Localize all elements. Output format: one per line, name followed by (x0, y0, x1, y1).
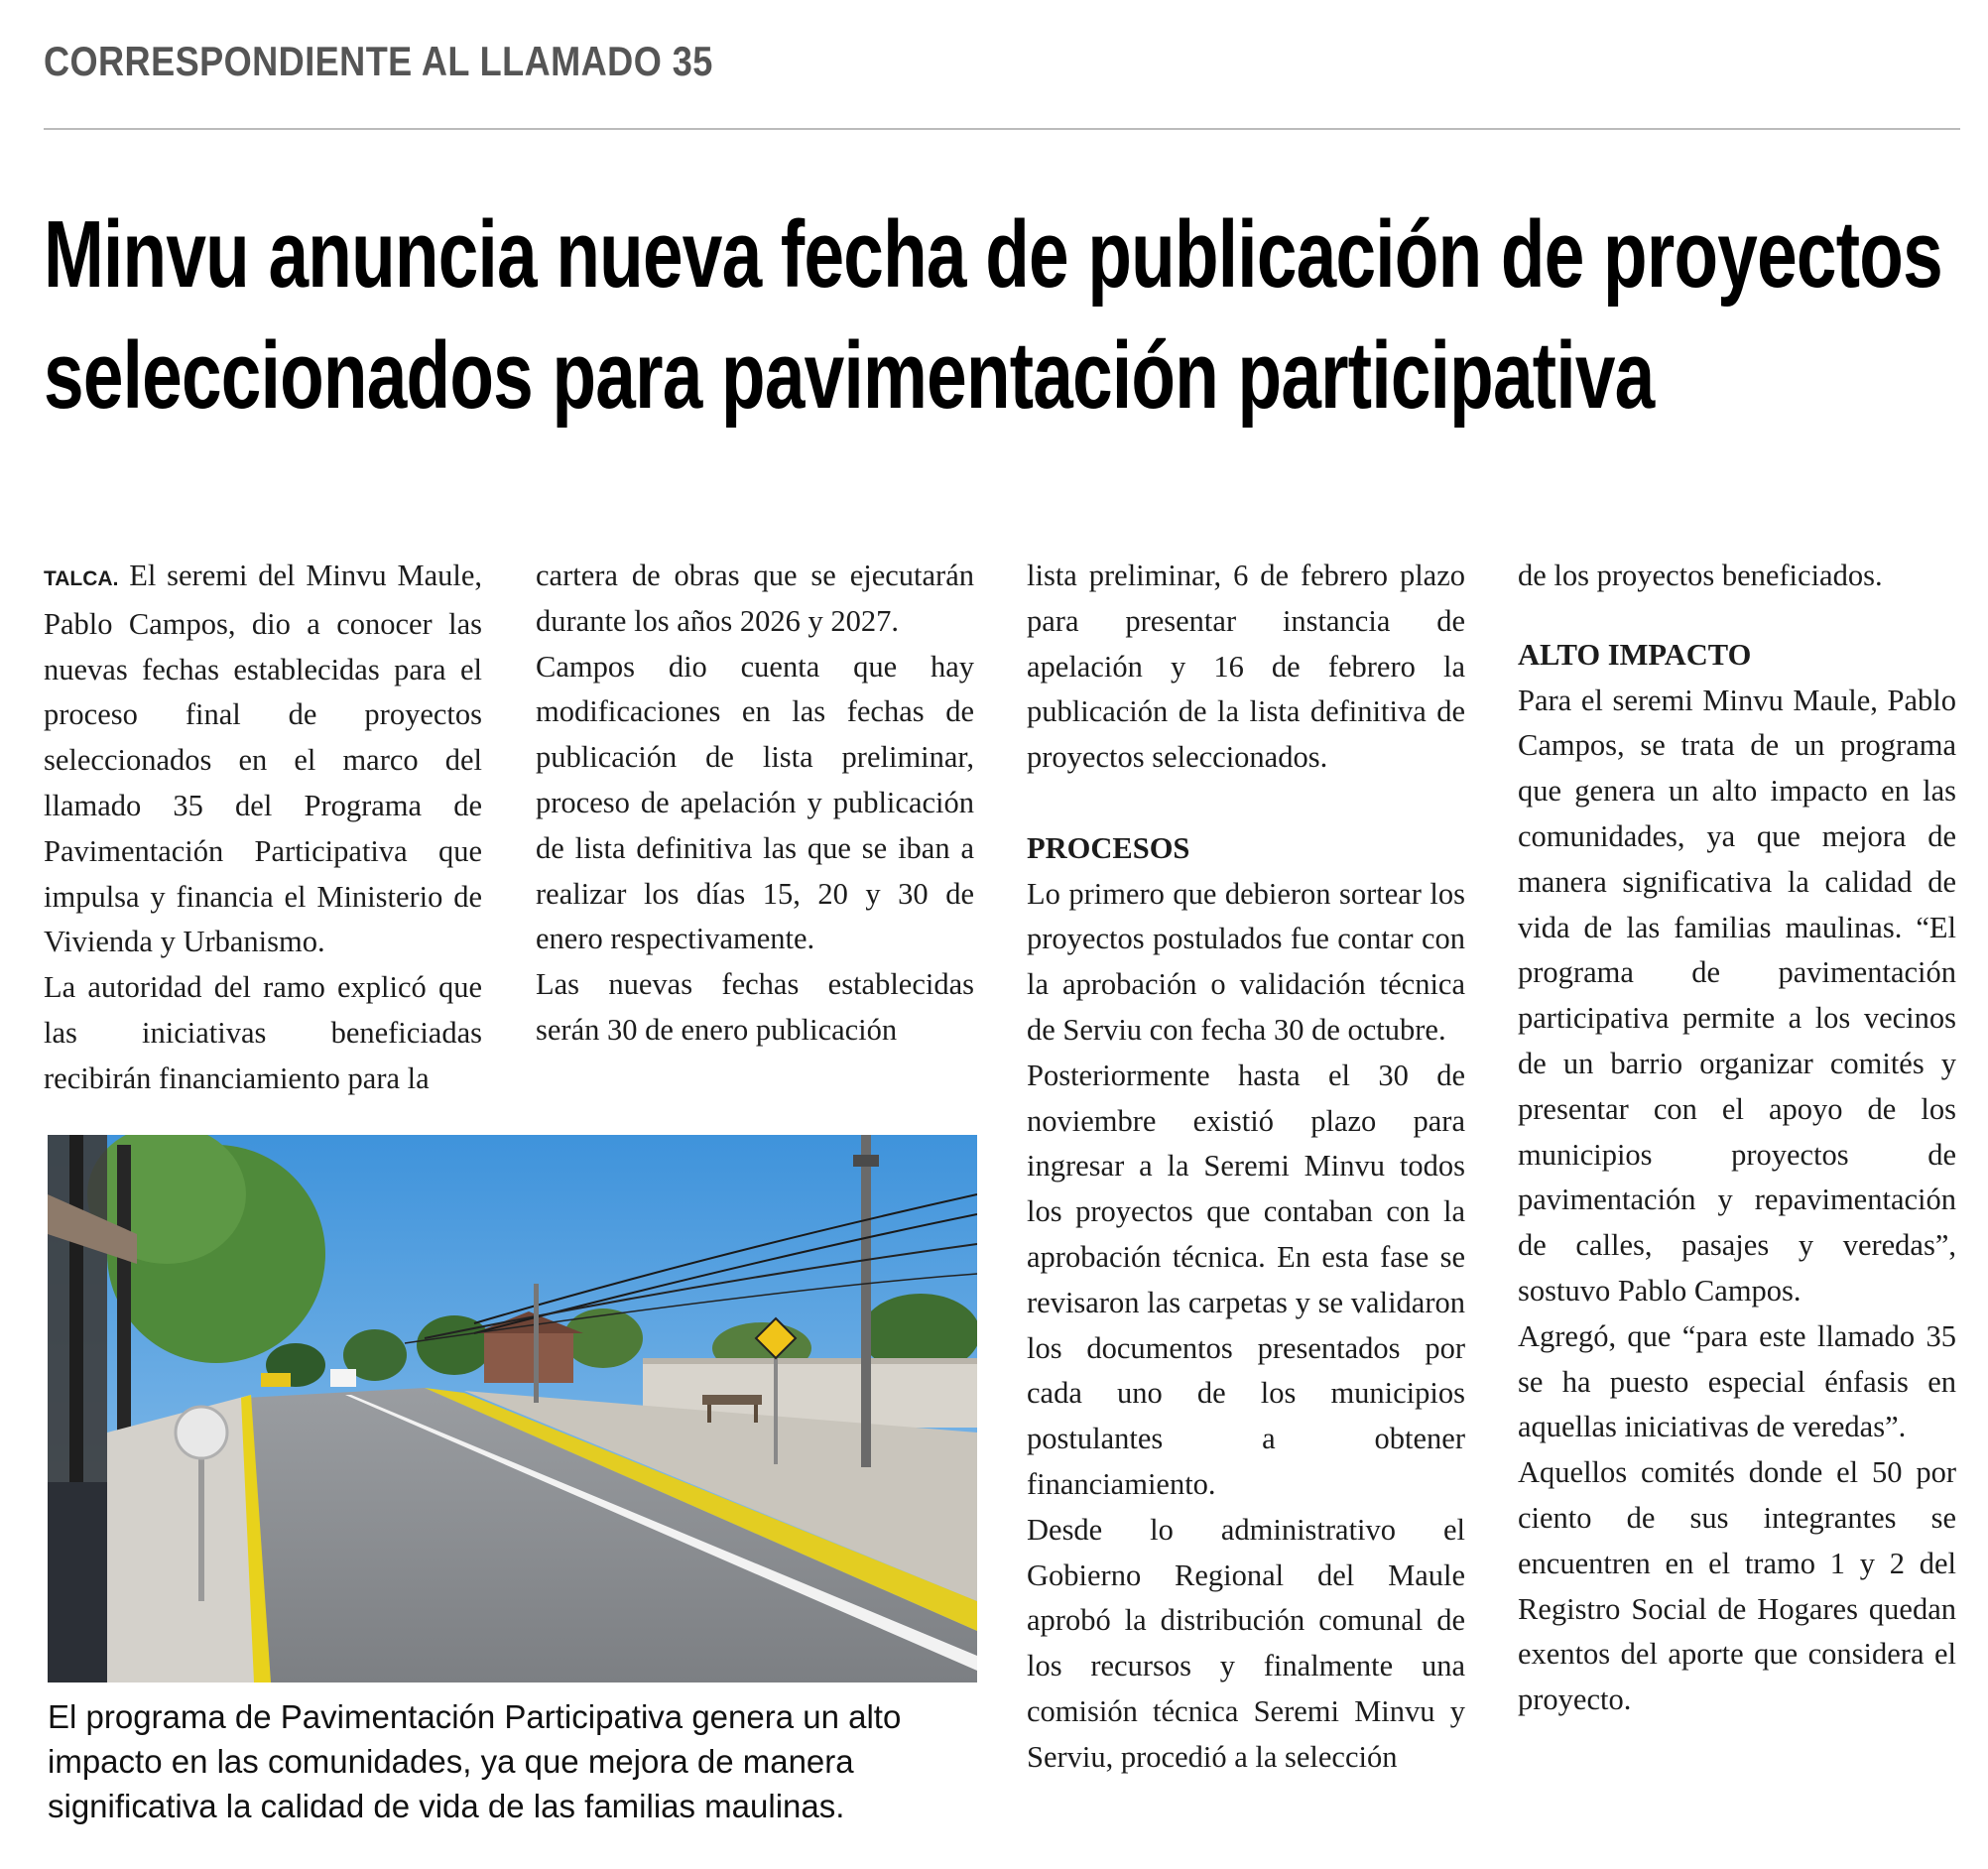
paragraph: Campos dio cuenta que hay modificaciones en las fechas de publicación de lista preliminar, proceso de apelación y publicación de lista definitiva las que se iban a realizar los días 15, 20 y 30 de enero respectivamente. (536, 649, 974, 956)
paragraph: cartera de obras que se ejecutarán durante los años 2026 y 2027. (536, 559, 974, 638)
photo-caption: El programa de Pavimentación Participativa genera un alto impacto en las comunidades, ya que mejora de manera significativa la calidad de vida de las familias maulinas. (48, 1698, 902, 1824)
paragraph: Lo primero que debieron sortear los proyectos postulados fue contar con la aprobación o validación técnica de Serviu con fecha 30 de octubre. (1027, 876, 1465, 1047)
paragraph: lista preliminar, 6 de febrero plazo para presentar instancia de apelación y 16 de febrero la publicación de la lista definitiva de proyectos seleccionados. (1027, 559, 1465, 775)
section-kicker: CORRESPONDIENTE AL LLAMADO 35 (44, 38, 713, 84)
paragraph: Para el seremi Minvu Maule, Pablo Campos, se trata de un programa que genera un alto impacto en las comunidades, ya que mejora de manera significativa la calidad de vida de las familias maulinas. “El programa de pavimentación participativa permite a los vecinos de un barrio organizar comités y presentar con el apoyo de los municipios proyectos de pavimentación y repavimentación de calles, pasajes y veredas”, sostuvo Pablo Campos. (1518, 683, 1956, 1308)
article-column-4 (1518, 554, 1956, 1723)
paragraph (44, 554, 482, 965)
street-photo (48, 1135, 977, 1682)
paragraph: Posteriormente hasta el 30 de noviembre existió plazo para ingresar a la Seremi Minvu todos los proyectos que contaban con la aprobación técnica. En esta fase se revisaron las carpetas y se validaron los documentos presentados por cada uno de los municipios postulantes a obtener financiamiento. (1027, 1058, 1465, 1501)
paragraph-text: El seremi del Minvu Maule, Pablo Campos, dio a conocer las nuevas fechas establecidas para el proceso final de proyectos seleccionados en el marco del llamado 35 del Programa de Pavimentación Participativa que impulsa y financia el Ministerio de Vivienda y Urbanismo. (44, 559, 483, 959)
header-rule (44, 128, 1960, 130)
paragraph: La autoridad del ramo explicó que las iniciativas beneficiadas recibirán financiamiento para la (44, 970, 482, 1095)
article-column-3 (1027, 554, 1465, 1781)
paragraph: Las nuevas fechas establecidas serán 30 de enero publicación (536, 967, 974, 1047)
article-column-1 (44, 554, 482, 1102)
dateline: TALCA. (44, 567, 119, 590)
paragraph: Aquellos comités donde el 50 por ciento de sus integrantes se encuentren en el tramo 1 y 2 del Registro Social de Hogares quedan exentos del aporte que considera el proyecto. (1518, 1455, 1956, 1717)
paragraph: Desde lo administrativo el Gobierno Regional del Maule aprobó la distribución comunal de los recursos y finalmente una comisión técnica Seremi Minvu y Serviu, procedió a la selección (1027, 1512, 1465, 1774)
headline (44, 194, 1988, 436)
subhead-alto-impacto: ALTO IMPACTO (1518, 637, 1752, 672)
headline-line-1: Minvu anuncia nueva fecha de publicación de proyectos (44, 201, 1942, 308)
paragraph: de los proyectos beneficiados. (1518, 559, 1883, 592)
headline-line-2: seleccionados para pavimentación participativa (44, 322, 1655, 429)
article-column-2 (536, 554, 974, 1054)
paragraph: Agregó, que “para este llamado 35 se ha puesto especial énfasis en aquellas iniciativas de veredas”. (1518, 1318, 1956, 1444)
subhead-procesos: PROCESOS (1027, 830, 1190, 865)
